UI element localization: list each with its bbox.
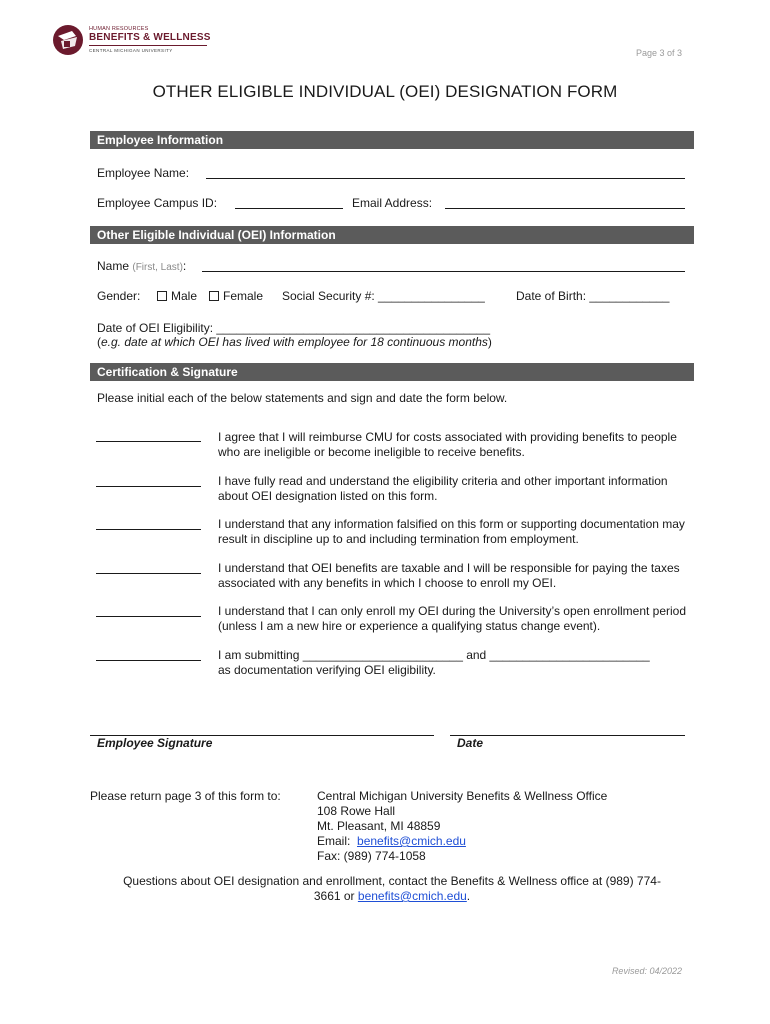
oei-name-label: [97, 259, 186, 273]
initial-line-5[interactable]: [96, 616, 201, 617]
logo-university-text: CENTRAL MICHIGAN UNIVERSITY: [89, 48, 173, 53]
employee-name-label: Employee Name:: [97, 166, 190, 180]
logo-main-text: BENEFITS & WELLNESS: [89, 32, 211, 43]
statement-4: I understand that OEI benefits are taxable and I will be responsible for paying the taxes associated with any benefits in which I choose to enroll my OEI.: [218, 561, 680, 590]
benefits-email-link[interactable]: benefits@cmich.edu: [357, 834, 466, 848]
statement-5: I understand that I can only enroll my OEI during the University’s open enrollment period (unless I am a new hire or experience a qualifying status change event).: [218, 604, 687, 633]
email-address-field[interactable]: [445, 208, 685, 209]
office-fax: Fax: (989) 774-1058: [317, 849, 426, 863]
gender-label: Gender:: [97, 289, 141, 303]
initial-line-3[interactable]: [96, 529, 201, 530]
female-checkbox[interactable]: [209, 291, 219, 301]
employee-campus-id-field[interactable]: [235, 208, 343, 209]
eligibility-note-text: e.g. date at which OEI has lived with employee for 18 continuous months: [101, 335, 488, 349]
questions-contact: [90, 874, 694, 904]
statement-3: I understand that any information falsified on this form or supporting documentation may result in discipline up to and including termination from employment.: [218, 517, 685, 546]
statement-1: I agree that I will reimburse CMU for costs associated with providing benefits to people who are ineligible or become ineligible to receive benefits.: [218, 430, 677, 459]
ssn-field[interactable]: Social Security #: ________________: [282, 289, 485, 303]
office-street: 108 Rowe Hall: [317, 804, 396, 818]
logo-hr-text: HUMAN RESOURCES: [89, 26, 149, 32]
initial-line-6[interactable]: [96, 660, 201, 661]
return-instructions-label: Please return page 3 of this form to:: [90, 789, 281, 803]
initial-line-1[interactable]: [96, 441, 201, 442]
male-label: Male: [171, 289, 198, 303]
questions-email-link[interactable]: benefits@cmich.edu: [357, 889, 467, 903]
signature-date-field[interactable]: [450, 735, 685, 736]
page-number: Page 3 of 3: [635, 48, 682, 58]
oei-eligibility-date-field[interactable]: Date of OEI Eligibility: _________________________________________: [97, 321, 491, 335]
statement-6-submitting[interactable]: I am submitting ________________________ and ________________________: [218, 648, 650, 662]
section-oei-information: Other Eligible Individual (OEI) Information: [90, 226, 694, 244]
section-certification-signature: Certification & Signature: [90, 363, 694, 381]
revised-date: Revised: 04/2022: [611, 966, 682, 976]
note-open-paren: (: [97, 335, 101, 349]
initial-line-4[interactable]: [96, 573, 201, 574]
oei-name-hint: (First, Last): [132, 262, 183, 273]
logo-rule: [89, 45, 207, 46]
cmu-seal-icon: [52, 24, 86, 56]
employee-campus-id-label: Employee Campus ID:: [97, 196, 218, 210]
note-close-paren: ): [487, 335, 492, 349]
employee-signature-label: Employee Signature: [97, 736, 213, 750]
section-employee-information: Employee Information: [90, 131, 694, 149]
questions-phone-end: 3661 or: [313, 889, 358, 903]
form-title: OTHER ELIGIBLE INDIVIDUAL (OEI) DESIGNATION FORM: [152, 82, 618, 101]
oei-name-label-text: Name: [97, 259, 130, 273]
male-checkbox[interactable]: [157, 291, 167, 301]
date-of-birth-field[interactable]: Date of Birth: ____________: [516, 289, 670, 303]
statement-2: I have fully read and understand the eligibility criteria and other important information about OEI designation listed on this form.: [218, 474, 668, 503]
email-prefix: Email:: [317, 834, 358, 848]
statement-6-documentation: as documentation verifying OEI eligibility.: [218, 663, 436, 677]
office-email-row: [317, 834, 607, 849]
employee-name-field[interactable]: [206, 178, 685, 179]
cmu-benefits-logo: [52, 22, 222, 58]
office-name: Central Michigan University Benefits & Wellness Office: [317, 789, 608, 803]
oei-name-field[interactable]: [202, 271, 685, 272]
certification-instructions: Please initial each of the below statements and sign and date the form below.: [97, 391, 508, 405]
questions-line-2: [90, 889, 694, 904]
return-address: [317, 789, 607, 864]
male-option[interactable]: [157, 289, 197, 303]
email-address-label: Email Address:: [352, 196, 433, 210]
office-city: Mt. Pleasant, MI 48859: [317, 819, 441, 833]
female-option[interactable]: [209, 289, 263, 303]
female-label: Female: [223, 289, 264, 303]
oei-name-colon: :: [182, 259, 187, 273]
oei-eligibility-note: [97, 335, 492, 349]
initial-line-2[interactable]: [96, 486, 201, 487]
questions-line-1: Questions about OEI designation and enrollment, contact the Benefits & Wellness office at (989) 774-: [123, 874, 661, 888]
questions-period: .: [466, 889, 471, 903]
signature-date-label: Date: [457, 736, 484, 750]
